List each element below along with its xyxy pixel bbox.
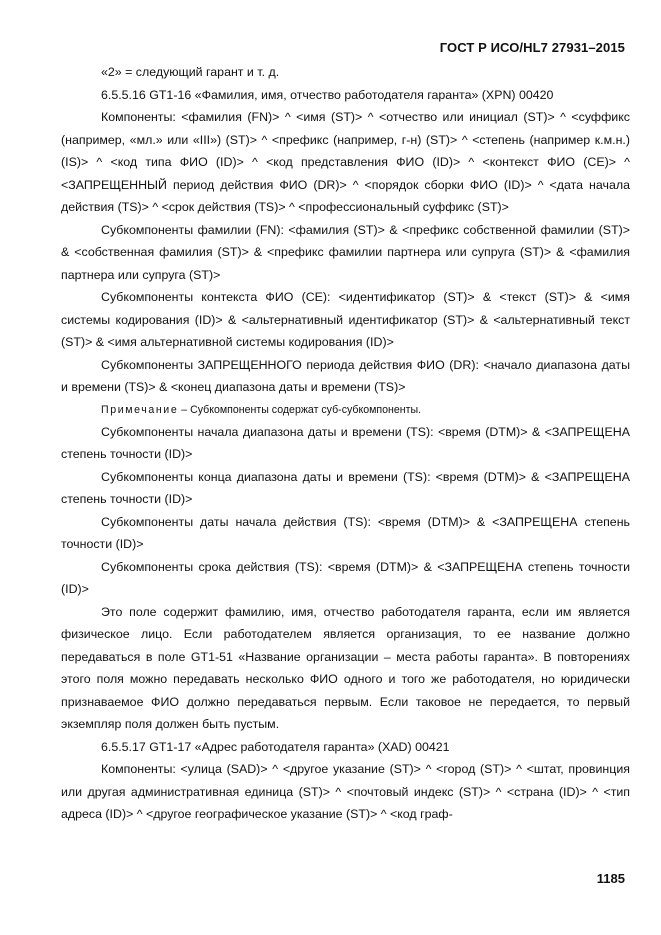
page-number: 1185 (596, 871, 625, 886)
paragraph-subcomponents-range-start: Субкомпоненты начала диапазона даты и времени (TS): <время (DTM)> & <ЗАПРЕЩЕНА степень точности (ID)> (61, 424, 630, 461)
paragraph-components-xpn: Компоненты: <фамилия (FN)> ^ <имя (ST)> ^ <отчество или инициал (ST)> ^ <суффикс (например, «мл.» или «III») (ST)> ^ <префикс (например, г-н) (ST)> ^ <степень (например к.м.н.) (IS)> ^ <код типа ФИО (ID)> ^ <код представления ФИО (ID)> ^ <контекст ФИО (CE)> ^ <ЗАПРЕЩЕННЫЙ период действия ФИО (DR)> ^ <порядок сборки ФИО (ID)> ^ <дата начала действия (TS)> ^ <срок действия (TS)> ^ <профессиональный суффикс (ST)> (61, 110, 630, 214)
note-paragraph (61, 399, 630, 421)
paragraph-subcomponents-expiration: Субкомпоненты срока действия (TS): <время (DTM)> & <ЗАПРЕЩЕНА степень точности (ID)> (61, 559, 630, 596)
note-label: Примечание (101, 403, 179, 416)
paragraph-subcomponents-fn: Субкомпоненты фамилии (FN): <фамилия (ST)> & <префикс собственной фамилии (ST)> & <собственная фамилия (ST)> & <префикс фамилии партнера или супруга (ST)> & <фамилия партнера или супруга (ST)> (61, 222, 630, 282)
document-header: ГОСТ Р ИСО/HL7 27931–2015 (439, 40, 625, 55)
paragraph-guarantor-order: «2» = следующий гарант и т. д. (101, 65, 280, 79)
section-heading-gt1-16: 6.5.5.16 GT1-16 «Фамилия, имя, отчество работодателя гаранта» (XPN) 00420 (101, 87, 554, 102)
paragraph-subcomponents-range-end: Субкомпоненты конца диапазона даты и времени (TS): <время (DTM)> & <ЗАПРЕЩЕНА степень точности (ID)> (61, 469, 630, 506)
paragraph-subcomponents-ce: Субкомпоненты контекста ФИО (CE): <идентификатор (ST)> & <текст (ST)> & <имя системы кодирования (ID)> & <альтернативный идентификатор (ST)> & <альтернативный текст (ST)> & <имя альтернативной системы кодирования (ID)> (61, 290, 630, 349)
paragraph-components-xad: Компоненты: <улица (SAD)> ^ <другое указание (ST)> ^ <город (ST)> ^ <штат, провинция или другая административная единица (ST)> ^ <почтовый индекс (ST)> ^ <страна (ID)> ^ <тип адреса (ID)> ^ <другое географическое указание (ST)> ^ <код граф- (61, 762, 630, 821)
note-text: – Субкомпоненты содержат суб-субкомпоненты. (178, 403, 422, 416)
page-body (61, 61, 630, 826)
paragraph-subcomponents-dr: Субкомпоненты ЗАПРЕЩЕННОГО периода действия ФИО (DR): <начало диапазона даты и времени (TS)> & <конец диапазона даты и времени (TS)> (61, 357, 630, 394)
paragraph-field-description: Это поле содержит фамилию, имя, отчество работодателя гаранта, если им является физическое лицо. Если работодателем является организация, то ее название должно передаваться в поле GT1-51 «Название организации – места работы гаранта». В повторениях этого поля можно передавать несколько ФИО одного и того же работодателя, но юридически признаваемое ФИО должно передаваться первым. Если таковое не передается, то первый экземпляр поля должен быть пустым. (61, 604, 630, 731)
section-heading-gt1-17: 6.5.5.17 GT1-17 «Адрес работодателя гаранта» (XAD) 00421 (101, 739, 450, 754)
paragraph-subcomponents-effective-date: Субкомпоненты даты начала действия (TS): <время (DTM)> & <ЗАПРЕЩЕНА степень точности (ID)> (61, 514, 630, 551)
